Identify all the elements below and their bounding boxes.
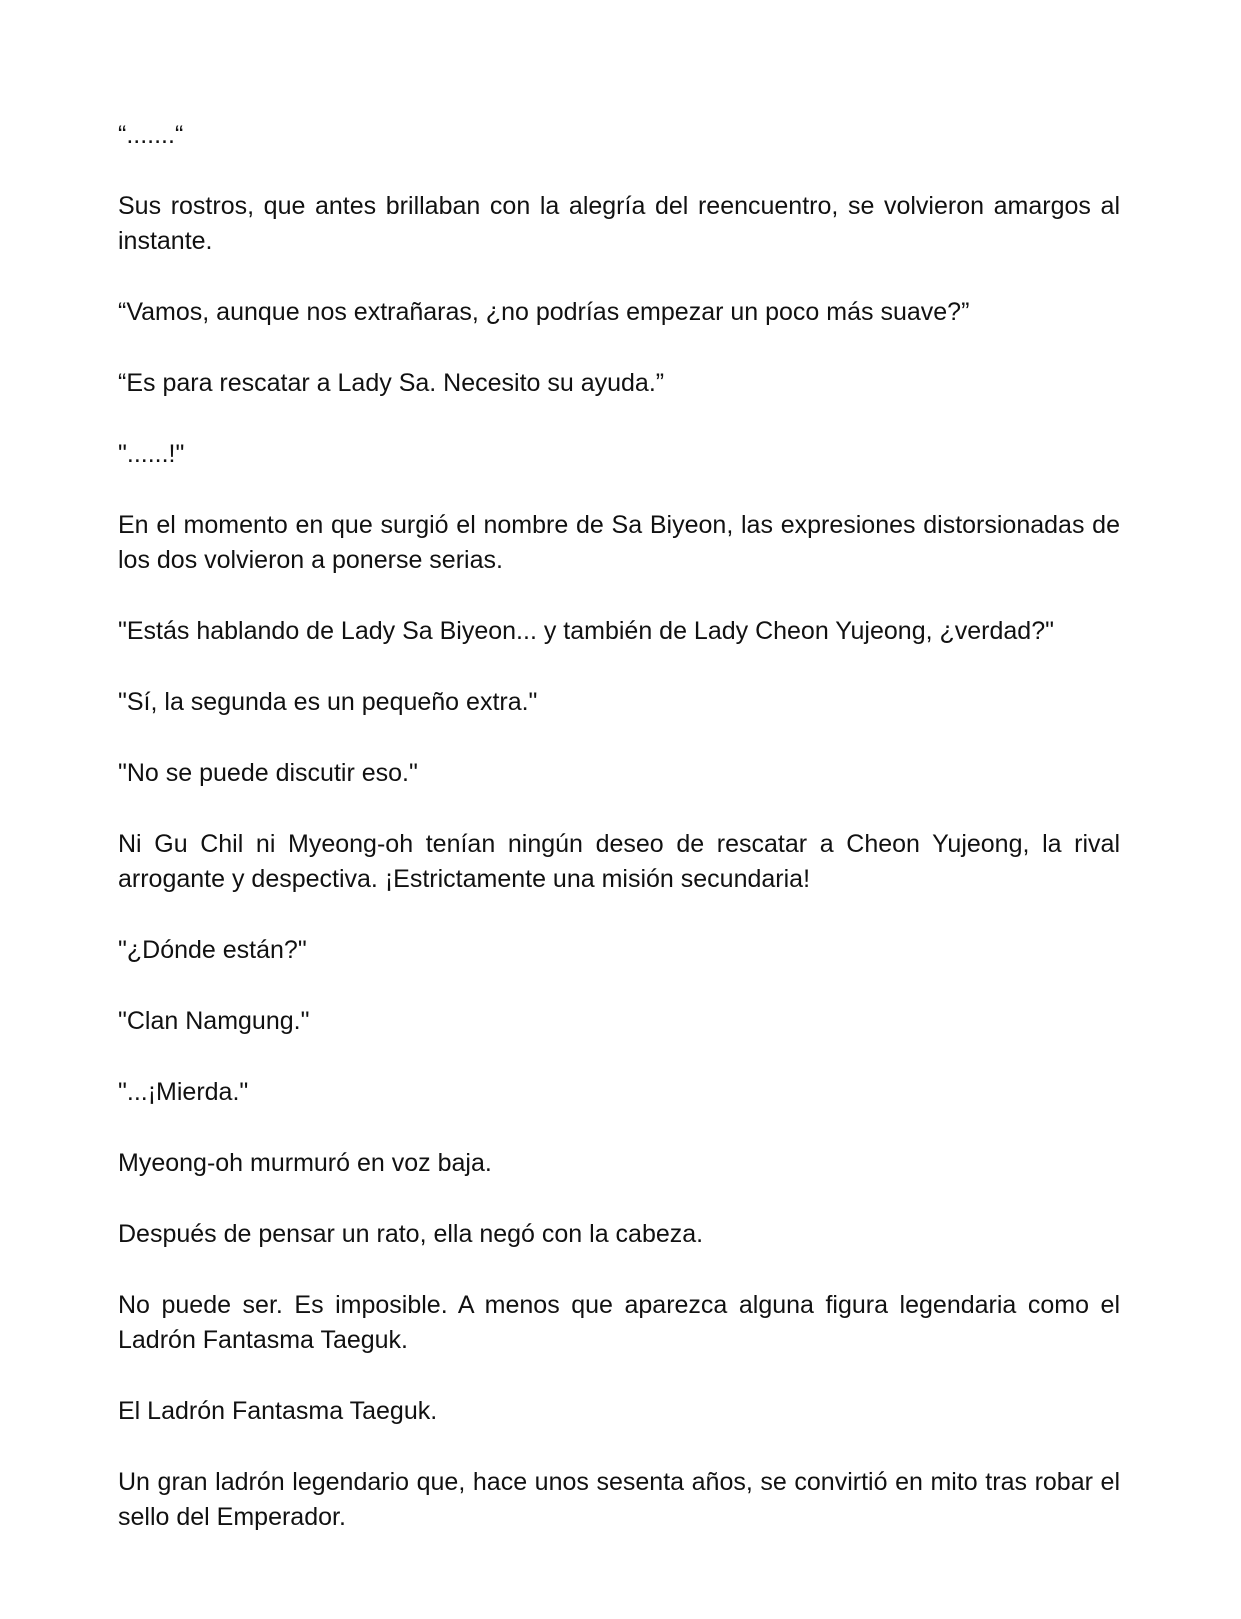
paragraph: Myeong-oh murmuró en voz baja. — [118, 1149, 492, 1177]
paragraph: En el momento en que surgió el nombre de Sa Biyeon, las expresiones distorsionadas de los dos volvieron a ponerse serias. — [118, 511, 1120, 574]
paragraph: "Sí, la segunda es un pequeño extra." — [118, 688, 538, 716]
paragraph: No puede ser. Es imposible. A menos que aparezca alguna figura legendaria como el Ladrón Fantasma Taeguk. — [118, 1291, 1120, 1354]
paragraph: "¿Dónde están?" — [118, 936, 307, 964]
paragraph: Después de pensar un rato, ella negó con la cabeza. — [118, 1220, 704, 1248]
paragraph: “Es para rescatar a Lady Sa. Necesito su ayuda.” — [118, 369, 665, 397]
paragraph: “Vamos, aunque nos extrañaras, ¿no podrías empezar un poco más suave?” — [118, 298, 970, 326]
paragraph: "No se puede discutir eso." — [118, 759, 418, 787]
paragraph: "...¡Mierda." — [118, 1078, 249, 1106]
paragraph: "......!" — [118, 440, 185, 468]
paragraph: El Ladrón Fantasma Taeguk. — [118, 1397, 438, 1425]
paragraph: Ni Gu Chil ni Myeong-oh tenían ningún deseo de rescatar a Cheon Yujeong, la rival arrogante y despectiva. ¡Estrictamente una misión secundaria! — [118, 830, 1120, 893]
paragraph: "Estás hablando de Lady Sa Biyeon... y también de Lady Cheon Yujeong, ¿verdad?" — [118, 617, 1054, 645]
paragraph: Un gran ladrón legendario que, hace unos sesenta años, se convirtió en mito tras robar el sello del Emperador. — [118, 1468, 1120, 1531]
paragraph: “.......“ — [118, 121, 184, 149]
document-page — [118, 118, 1120, 1571]
paragraph: "Clan Namgung." — [118, 1007, 310, 1035]
paragraph: Sus rostros, que antes brillaban con la alegría del reencuentro, se volvieron amargos al instante. — [118, 192, 1120, 255]
